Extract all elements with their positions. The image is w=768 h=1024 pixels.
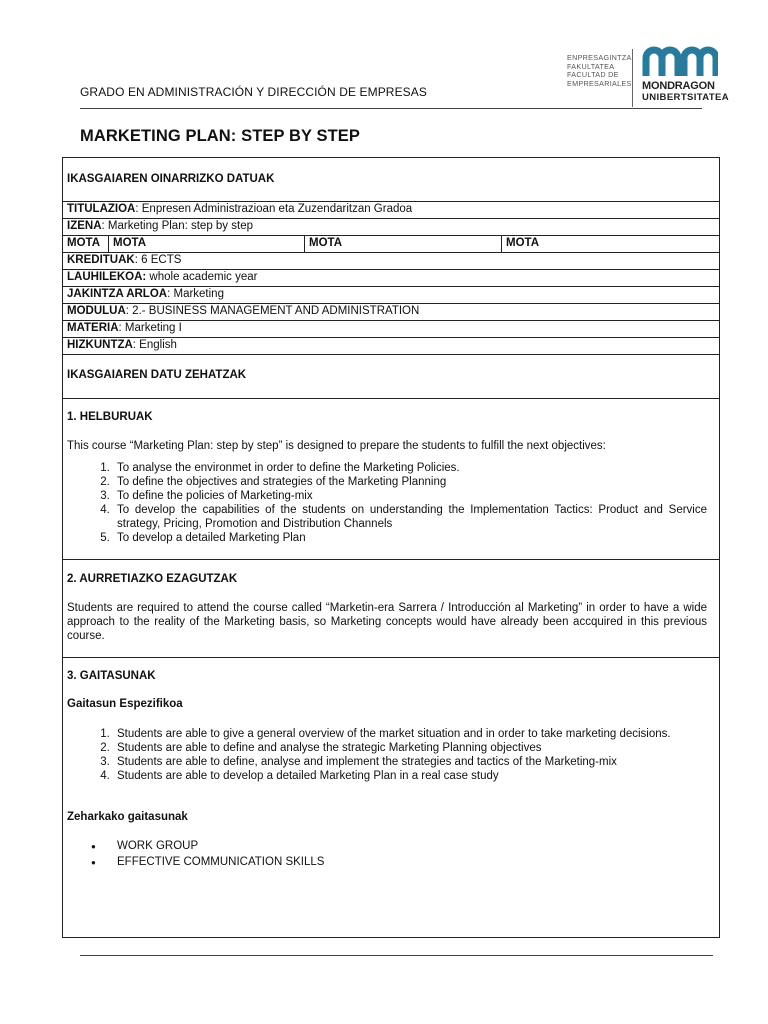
hizkuntza-row (67, 339, 177, 351)
transversal-list (67, 839, 707, 870)
list-item: 3. Students are able to define, analyse and implement the strategies and tactics of the Marketing-mix (113, 755, 707, 769)
faculty-line-1: ENPRESAGINTZA (567, 53, 632, 62)
modulua-row (67, 305, 419, 317)
faculty-line-3: FACULTAD DE (567, 70, 619, 80)
mota-cell-4: MOTA (506, 237, 540, 249)
kredituak-value: : 6 ECTS (134, 254, 182, 266)
modulua-value: : 2.- BUSINESS MANAGEMENT AND ADMINISTRATION (125, 305, 420, 317)
wordmark-line-2: UNIBERTSITATEA (642, 92, 730, 103)
helburuak-intro: This course “Marketing Plan: step by step” is designed to prepare the students to fulfill the next objectives: (67, 440, 606, 452)
modulua-label: MODULUA (67, 305, 126, 317)
wordmark-line-1: MONDRAGON (642, 80, 715, 92)
list-item: 5. To develop a detailed Marketing Plan (113, 531, 707, 545)
lauhilekoa-row (67, 271, 257, 283)
titulazioa-value: : Enpresen Administrazioan eta Zuzendaritzan Gradoa (135, 203, 413, 215)
list-item: ● WORK GROUP (113, 839, 707, 855)
materia-value: : Marketing I (118, 322, 182, 334)
header-rule (80, 108, 702, 109)
hizkuntza-value: : English (132, 339, 177, 351)
jakintza-row (67, 288, 224, 300)
titulazioa-row (67, 203, 412, 215)
kredituak-label: KREDITUAK (67, 254, 135, 266)
helburuak-heading: 1. HELBURUAK (67, 411, 153, 423)
logo-divider (632, 49, 633, 107)
aurretiazko-heading: 2. AURRETIAZKO EZAGUTZAK (67, 573, 238, 585)
mondragon-logo-icon (642, 46, 718, 83)
jakintza-value: : Marketing (167, 288, 224, 300)
mota-cell-1: MOTA (67, 237, 101, 249)
materia-label: MATERIA (67, 322, 119, 334)
list-item: 3. To define the policies of Marketing-mix (113, 489, 707, 503)
detail-data-heading: IKASGAIAREN DATU ZEHATZAK (67, 369, 247, 381)
objectives-list (67, 461, 707, 545)
kredituak-row (67, 254, 181, 266)
list-item: 1. Students are able to give a general overview of the market situation and in order to take marketing decisions. (113, 727, 707, 741)
list-item: 2. To define the objectives and strategies of the Marketing Planning (113, 475, 707, 489)
transversal-competences-heading: Zeharkako gaitasunak (67, 811, 188, 823)
list-item: 4. To develop the capabilities of the students on understanding the Implementation Tactics: Product and Service strategy, Pricing, Promotion and Distribution Channels (113, 503, 707, 531)
list-item: ● EFFECTIVE COMMUNICATION SKILLS (113, 855, 707, 871)
hizkuntza-label: HIZKUNTZA (67, 339, 133, 351)
list-item: 4. Students are able to develop a detailed Marketing Plan in a real case study (113, 769, 707, 783)
lauhilekoa-value: whole academic year (146, 271, 258, 283)
lauhilekoa-label: LAUHILEKOA: (67, 271, 147, 283)
degree-header: GRADO EN ADMINISTRACIÓN Y DIRECCIÓN DE EMPRESAS (80, 85, 427, 99)
footer-rule (80, 955, 713, 956)
basic-data-heading: IKASGAIAREN OINARRIZKO DATUAK (67, 173, 275, 185)
gaitasunak-heading: 3. GAITASUNAK (67, 670, 156, 682)
mota-cell-3: MOTA (309, 237, 343, 249)
list-item: 1. To analyse the environmet in order to define the Marketing Policies. (113, 461, 707, 475)
izena-row (67, 220, 253, 232)
materia-row (67, 322, 182, 334)
jakintza-label: JAKINTZA ARLOA (67, 288, 168, 300)
list-item: 2. Students are able to define and analyse the strategic Marketing Planning objectives (113, 741, 707, 755)
mota-cell-2: MOTA (113, 237, 147, 249)
syllabus-table (62, 157, 720, 938)
izena-label: IZENA (67, 220, 102, 232)
faculty-line-4: EMPRESARIALES (567, 78, 632, 88)
faculty-label (567, 54, 632, 88)
mondragon-wordmark (642, 80, 729, 104)
specific-competences-heading: Gaitasun Espezifikoa (67, 698, 183, 710)
aurretiazko-text: Students are required to attend the course called “Marketin-era Sarrera / Introducción al Marketing” in order to have a wide approach to the reality of the Marketing basis, so Marketing concepts would have already been accquired in this previous course. (67, 602, 707, 642)
page-title: MARKETING PLAN: STEP BY STEP (80, 127, 360, 145)
competences-list (67, 727, 707, 783)
titulazioa-label: TITULAZIOA (67, 203, 136, 215)
faculty-line-2: FAKULTATEA (567, 61, 615, 71)
izena-value: : Marketing Plan: step by step (101, 220, 253, 232)
